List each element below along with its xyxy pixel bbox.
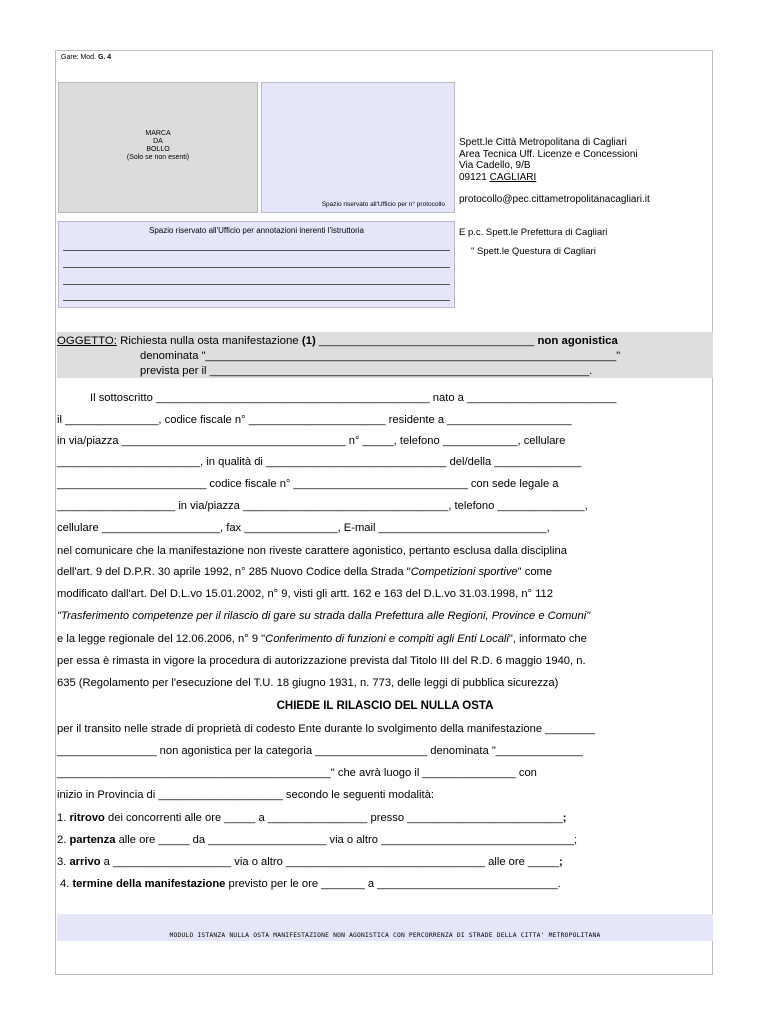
- transit-row-2: ________________ non agonistica per la categoria __________________ denominata "______________: [57, 745, 583, 757]
- body-row-3: in via/piazza ____________________________________ n° _____, telefono ____________, cellulare: [57, 435, 566, 447]
- item-termine: 4. termine della manifestazione previsto per le ore _______ a _____________________________.: [60, 878, 561, 890]
- body-paragraph-2: dell'art. 9 del D.P.R. 30 aprile 1992, n° 285 Nuovo Codice della Strada "Competizioni sportive" come: [57, 566, 553, 578]
- body-paragraph-7: 635 (Regolamento per l'esecuzione del T.U. 18 giugno 1931, n. 773, delle leggi di pubblica sicurezza): [57, 677, 559, 689]
- annotation-line: [63, 267, 450, 268]
- annotation-line: [63, 250, 450, 251]
- recipient-email: protocollo@pec.cittametropolitanacagliari.it: [459, 194, 650, 205]
- annotation-line: [63, 300, 450, 301]
- footer-text: MODULO ISTANZA NULLA OSTA MANIFESTAZIONE NON AGONISTICA CON PERCORRENZA DI STRADE DELLA CITTA' METROPOLITANA: [169, 932, 601, 939]
- oggetto-line-2: denominata "__________________________________________________________________": [140, 350, 621, 362]
- annotation-line: [63, 284, 450, 285]
- transit-row-3: ____________________________________________" che avrà luogo il _______________ con: [57, 767, 537, 779]
- bollo-line-1: MARCA: [145, 130, 171, 137]
- bollo-line-3: BOLLO: [146, 146, 170, 153]
- transit-row-4: inizio in Provincia di ____________________ secondo le seguenti modalità:: [57, 789, 434, 801]
- body-paragraph-1: nel comunicare che la manifestazione non riveste carattere agonistico, pertanto esclusa dalla disciplina: [57, 545, 567, 557]
- body-paragraph-4: "Trasferimento competenze per il rilascio di gare su strada dalla Prefettura alle Regioni, Province e Comuni": [57, 610, 591, 622]
- epc-questura: " Spett.le Questura di Cagliari: [471, 246, 596, 257]
- annotations-box: [58, 221, 455, 308]
- body-row-7: cellulare ___________________, fax _______________, E-mail ___________________________,: [57, 522, 550, 534]
- protocol-label: Spazio riservato all'Ufficio per n° protocollo: [321, 201, 445, 208]
- footer-band: [57, 914, 713, 941]
- oggetto-line-3: prevista per il _____________________________________________________________.: [140, 365, 593, 377]
- item-ritrovo: 1. ritrovo dei concorrenti alle ore _____ a ________________ presso _________________________;: [57, 812, 567, 824]
- marca-da-bollo-box: [58, 82, 258, 213]
- body-row-1: Il sottoscritto ____________________________________________ nato a ________________________: [90, 392, 617, 404]
- oggetto-line-1: OGGETTO: Richiesta nulla osta manifestazione (1) __________________________________ non agonistica: [57, 335, 618, 347]
- body-row-6: ___________________ in via/piazza _________________________________, telefono ______________,: [57, 500, 588, 512]
- chiede-heading: CHIEDE IL RILASCIO DEL NULLA OSTA: [276, 700, 494, 712]
- bollo-line-2: DA: [153, 138, 163, 145]
- body-paragraph-3: modificato dall'art. Del D.L.vo 15.01.2002, n° 9, visti gli artt. 162 e 163 del D.L.vo 31.03.1998, n° 112: [57, 588, 553, 600]
- recipient-address: Spett.le Città Metropolitana di Cagliari Area Tecnica Uff. Licenze e Concessioni Via Cadello, 9/B 09121 CAGLIARI: [459, 137, 638, 183]
- epc-prefettura: E p.c. Spett.le Prefettura di Cagliari: [459, 227, 608, 238]
- body-paragraph-5: e la legge regionale del 12.06.2006, n° 9 "Conferimento di funzioni e compiti agli Enti Locali", informato che: [57, 633, 587, 645]
- item-partenza: 2. partenza alle ore _____ da ___________________ via o altro _______________________________;: [57, 834, 578, 846]
- body-row-5: ________________________ codice fiscale n° ____________________________ con sede legale a: [57, 478, 559, 490]
- body-row-2: il _______________, codice fiscale n° ______________________ residente a ____________________: [57, 414, 572, 426]
- item-arrivo: 3. arrivo a ___________________ via o altro ________________________________ alle ore _____;: [57, 856, 563, 868]
- annotations-label: Spazio riservato all'Ufficio per annotazioni inerenti l'istruttoria: [148, 226, 364, 235]
- form-model-code: Gare: Mod. G. 4: [61, 54, 112, 61]
- body-row-4: _______________________, in qualità di _____________________________ del/della ______________: [57, 456, 582, 468]
- transit-row-1: per il transito nelle strade di proprietà di codesto Ente durante lo svolgimento della manifestazione ________: [57, 723, 595, 735]
- protocol-box: [261, 82, 455, 213]
- bollo-line-4: (Solo se non esenti): [126, 154, 190, 161]
- body-paragraph-6: per essa è rimasta in vigore la procedura di autorizzazione prevista dal Titolo III del R.D. 6 maggio 1940, n.: [57, 655, 586, 667]
